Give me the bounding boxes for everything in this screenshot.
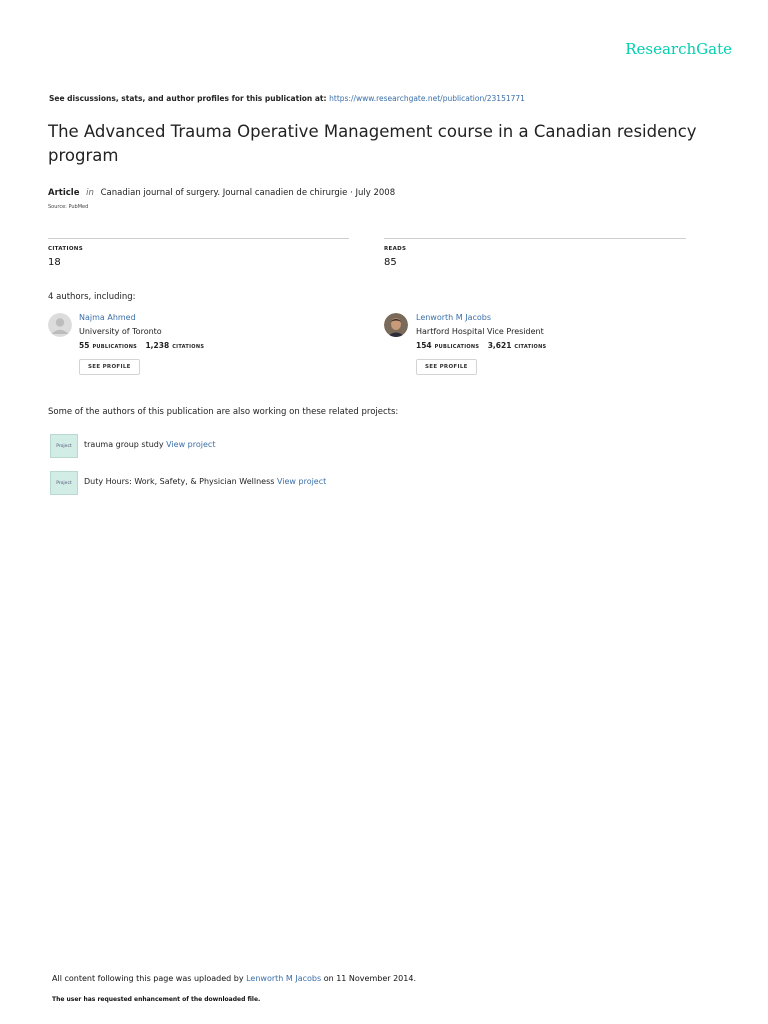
related-projects-heading: Some of the authors of this publication are also working on these related projects: (48, 407, 399, 417)
author-institution: Hartford Hospital Vice President (416, 327, 544, 336)
project-icon-label: Project (56, 443, 72, 449)
see-profile-button[interactable]: SEE PROFILE (416, 359, 477, 375)
author-avatar-placeholder[interactable] (48, 313, 72, 337)
publications-count: 55 (79, 341, 90, 350)
project-title: Duty Hours: Work, Safety, & Physician Wellness (84, 477, 275, 486)
author-citations-count: 3,621 (487, 341, 512, 350)
upload-prefix: All content following this page was uploaded by (52, 974, 244, 983)
publications-count: 154 (416, 341, 432, 350)
view-project-link[interactable]: View project (166, 440, 216, 449)
author-name-link[interactable]: Lenworth M Jacobs (416, 313, 492, 322)
project-icon (50, 471, 78, 495)
reads-count: 85 (384, 257, 397, 268)
view-project-link[interactable]: View project (276, 477, 327, 486)
citations-divider (48, 238, 349, 239)
publication-title: The Advanced Trauma Operative Management course in a Canadian residency program (48, 122, 697, 165)
project-title: trauma group study (84, 440, 164, 449)
uploader-link[interactable]: Lenworth M Jacobs (246, 974, 322, 983)
publication-url-link[interactable]: https://www.researchgate.net/publication/23151771 (329, 94, 525, 103)
publication-source: Source: PubMed (48, 204, 89, 210)
project-item (84, 440, 215, 449)
project-icon (50, 434, 78, 458)
author-institution: University of Toronto (79, 327, 162, 336)
project-item (84, 477, 326, 486)
in-label: in (86, 188, 94, 198)
publication-meta (48, 188, 395, 198)
author-stats (416, 341, 552, 350)
reads-label: READS (384, 246, 407, 252)
upload-suffix: on 11 November 2014. (323, 974, 416, 983)
reads-divider (384, 238, 686, 239)
project-icon-label: Project (56, 480, 72, 486)
citations-count: 18 (48, 257, 61, 268)
author-stats (79, 341, 210, 350)
authors-heading: 4 authors, including: (48, 292, 136, 302)
author-name-link[interactable]: Najma Ahmed (79, 313, 136, 322)
journal-name: Canadian journal of surgery. Journal canadien de chirurgie · July 2008 (100, 188, 396, 198)
see-profile-button[interactable]: SEE PROFILE (79, 359, 140, 375)
author-photo[interactable] (384, 313, 408, 337)
discussion-line (49, 94, 525, 103)
publications-label: PUBLICATIONS (434, 344, 480, 350)
upload-notice (52, 974, 416, 983)
citations-label: CITATIONS (48, 246, 83, 252)
author-citations-label: CITATIONS (172, 344, 205, 350)
author-citations-label: CITATIONS (514, 344, 547, 350)
enhancement-note: The user has requested enhancement of the downloaded file. (52, 996, 261, 1003)
author-citations-count: 1,238 (145, 341, 170, 350)
researchgate-logo[interactable]: ResearchGate (625, 40, 732, 58)
publications-label: PUBLICATIONS (92, 344, 138, 350)
publication-type: Article (48, 188, 80, 198)
discussion-text: See discussions, stats, and author profiles for this publication at: (49, 94, 327, 103)
